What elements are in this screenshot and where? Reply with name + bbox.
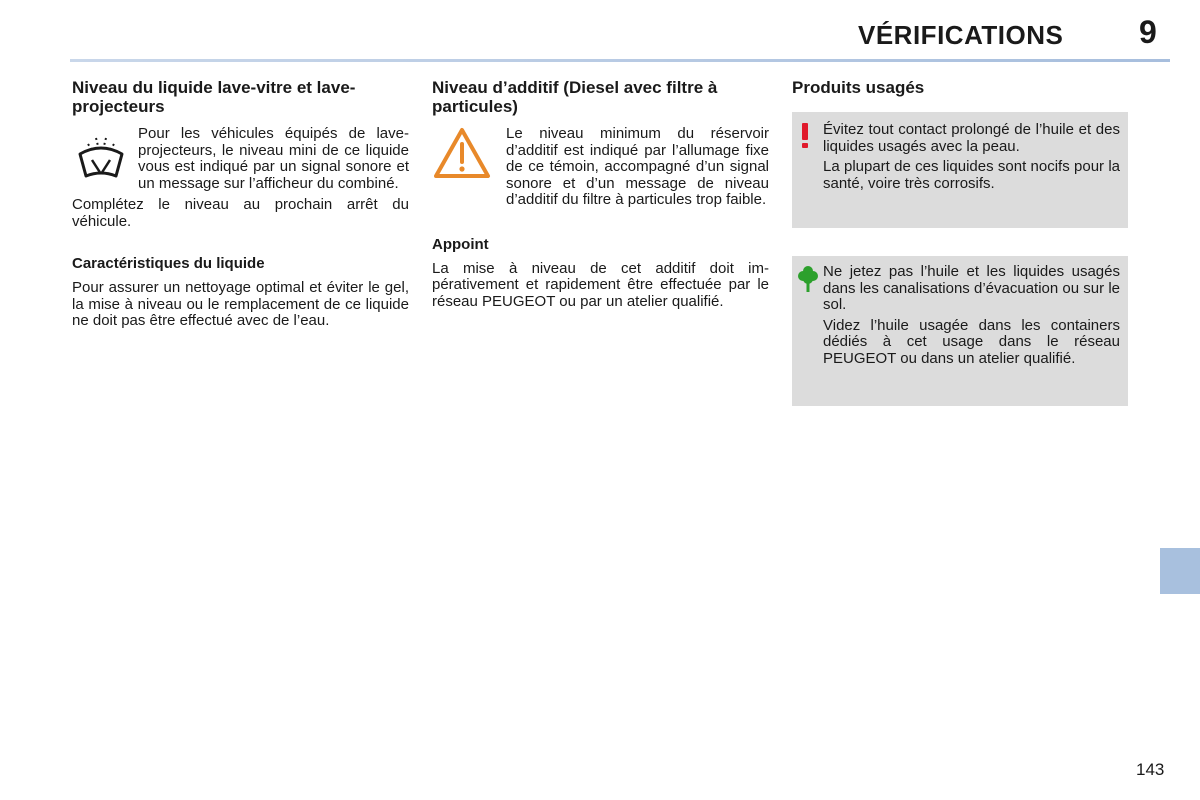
- chapter-number: 9: [1139, 14, 1157, 50]
- environment-box: [792, 256, 1128, 406]
- additive-level-section: [432, 78, 769, 315]
- warning-triangle-icon: [432, 126, 492, 187]
- tree-icon: [797, 265, 819, 298]
- page-number: 143: [1136, 760, 1165, 779]
- used-products-section: [792, 78, 1129, 107]
- chapter-tab: [1160, 548, 1200, 594]
- fluid-characteristics-text: Pour assurer un nettoyage optimal et éviter le gel, la mise à niveau ou le remplacement de ce liquide ne doit pas être effectué avec de l’eau.: [72, 279, 409, 329]
- additive-level-heading: Niveau d’additif (Diesel avec filtre à particules): [432, 78, 718, 116]
- environment-text: Ne jetez pas l’huile et les liquides usagés dans les canalisations d’évacuation ou sur le sol.: [823, 263, 1120, 313]
- header-rule: [70, 59, 1170, 62]
- environment-detail: Videz l’huile usagée dans les containers dédiés à cet usage dans le réseau PEUGEOT ou dans un atelier qualifié.: [823, 316, 1120, 367]
- refill-heading: Appoint: [432, 235, 489, 253]
- health-warning-detail: La plupart de ces liquides sont nocifs pour la santé, voire très corrosifs.: [823, 158, 1120, 192]
- refill-text: La mise à niveau de cet additif doit impérativement et rapidement être effectuée par le réseau PEUGEOT ou par un atelier qualifié.: [432, 259, 769, 310]
- health-warning-text: Évitez tout contact prolongé de l’huile et des liquides usagés avec la peau.: [823, 121, 1120, 155]
- washer-fluid-instruction: Complétez le niveau au prochain arrêt du véhicule.: [72, 196, 409, 230]
- additive-level-text: Le niveau minimum du réservoir d’additif est indiqué par l’allumage fixe de ce témoin, accompagné d’un signal sonore et d’un message de niveau d’additif du filtre à particules trop faible.: [506, 125, 769, 208]
- washer-fluid-section: [72, 78, 409, 335]
- used-products-heading: Produits usagés: [792, 78, 925, 97]
- washer-fluid-text: Pour les véhicules équipés de lave-projecteurs, le niveau mini de ce liquide vous est indiqué par un signal sonore et un message sur l’afficheur du combiné.: [138, 125, 409, 192]
- windshield-washer-icon: [74, 134, 128, 185]
- exclamation-icon: [797, 122, 813, 155]
- washer-fluid-heading: Niveau du liquide lave-vitre et lave-projecteurs: [72, 78, 356, 116]
- fluid-characteristics-heading: Caractéristiques du liquide: [72, 255, 265, 272]
- health-warning-box: [792, 112, 1128, 228]
- section-title: VÉRIFICATIONS: [858, 20, 1064, 50]
